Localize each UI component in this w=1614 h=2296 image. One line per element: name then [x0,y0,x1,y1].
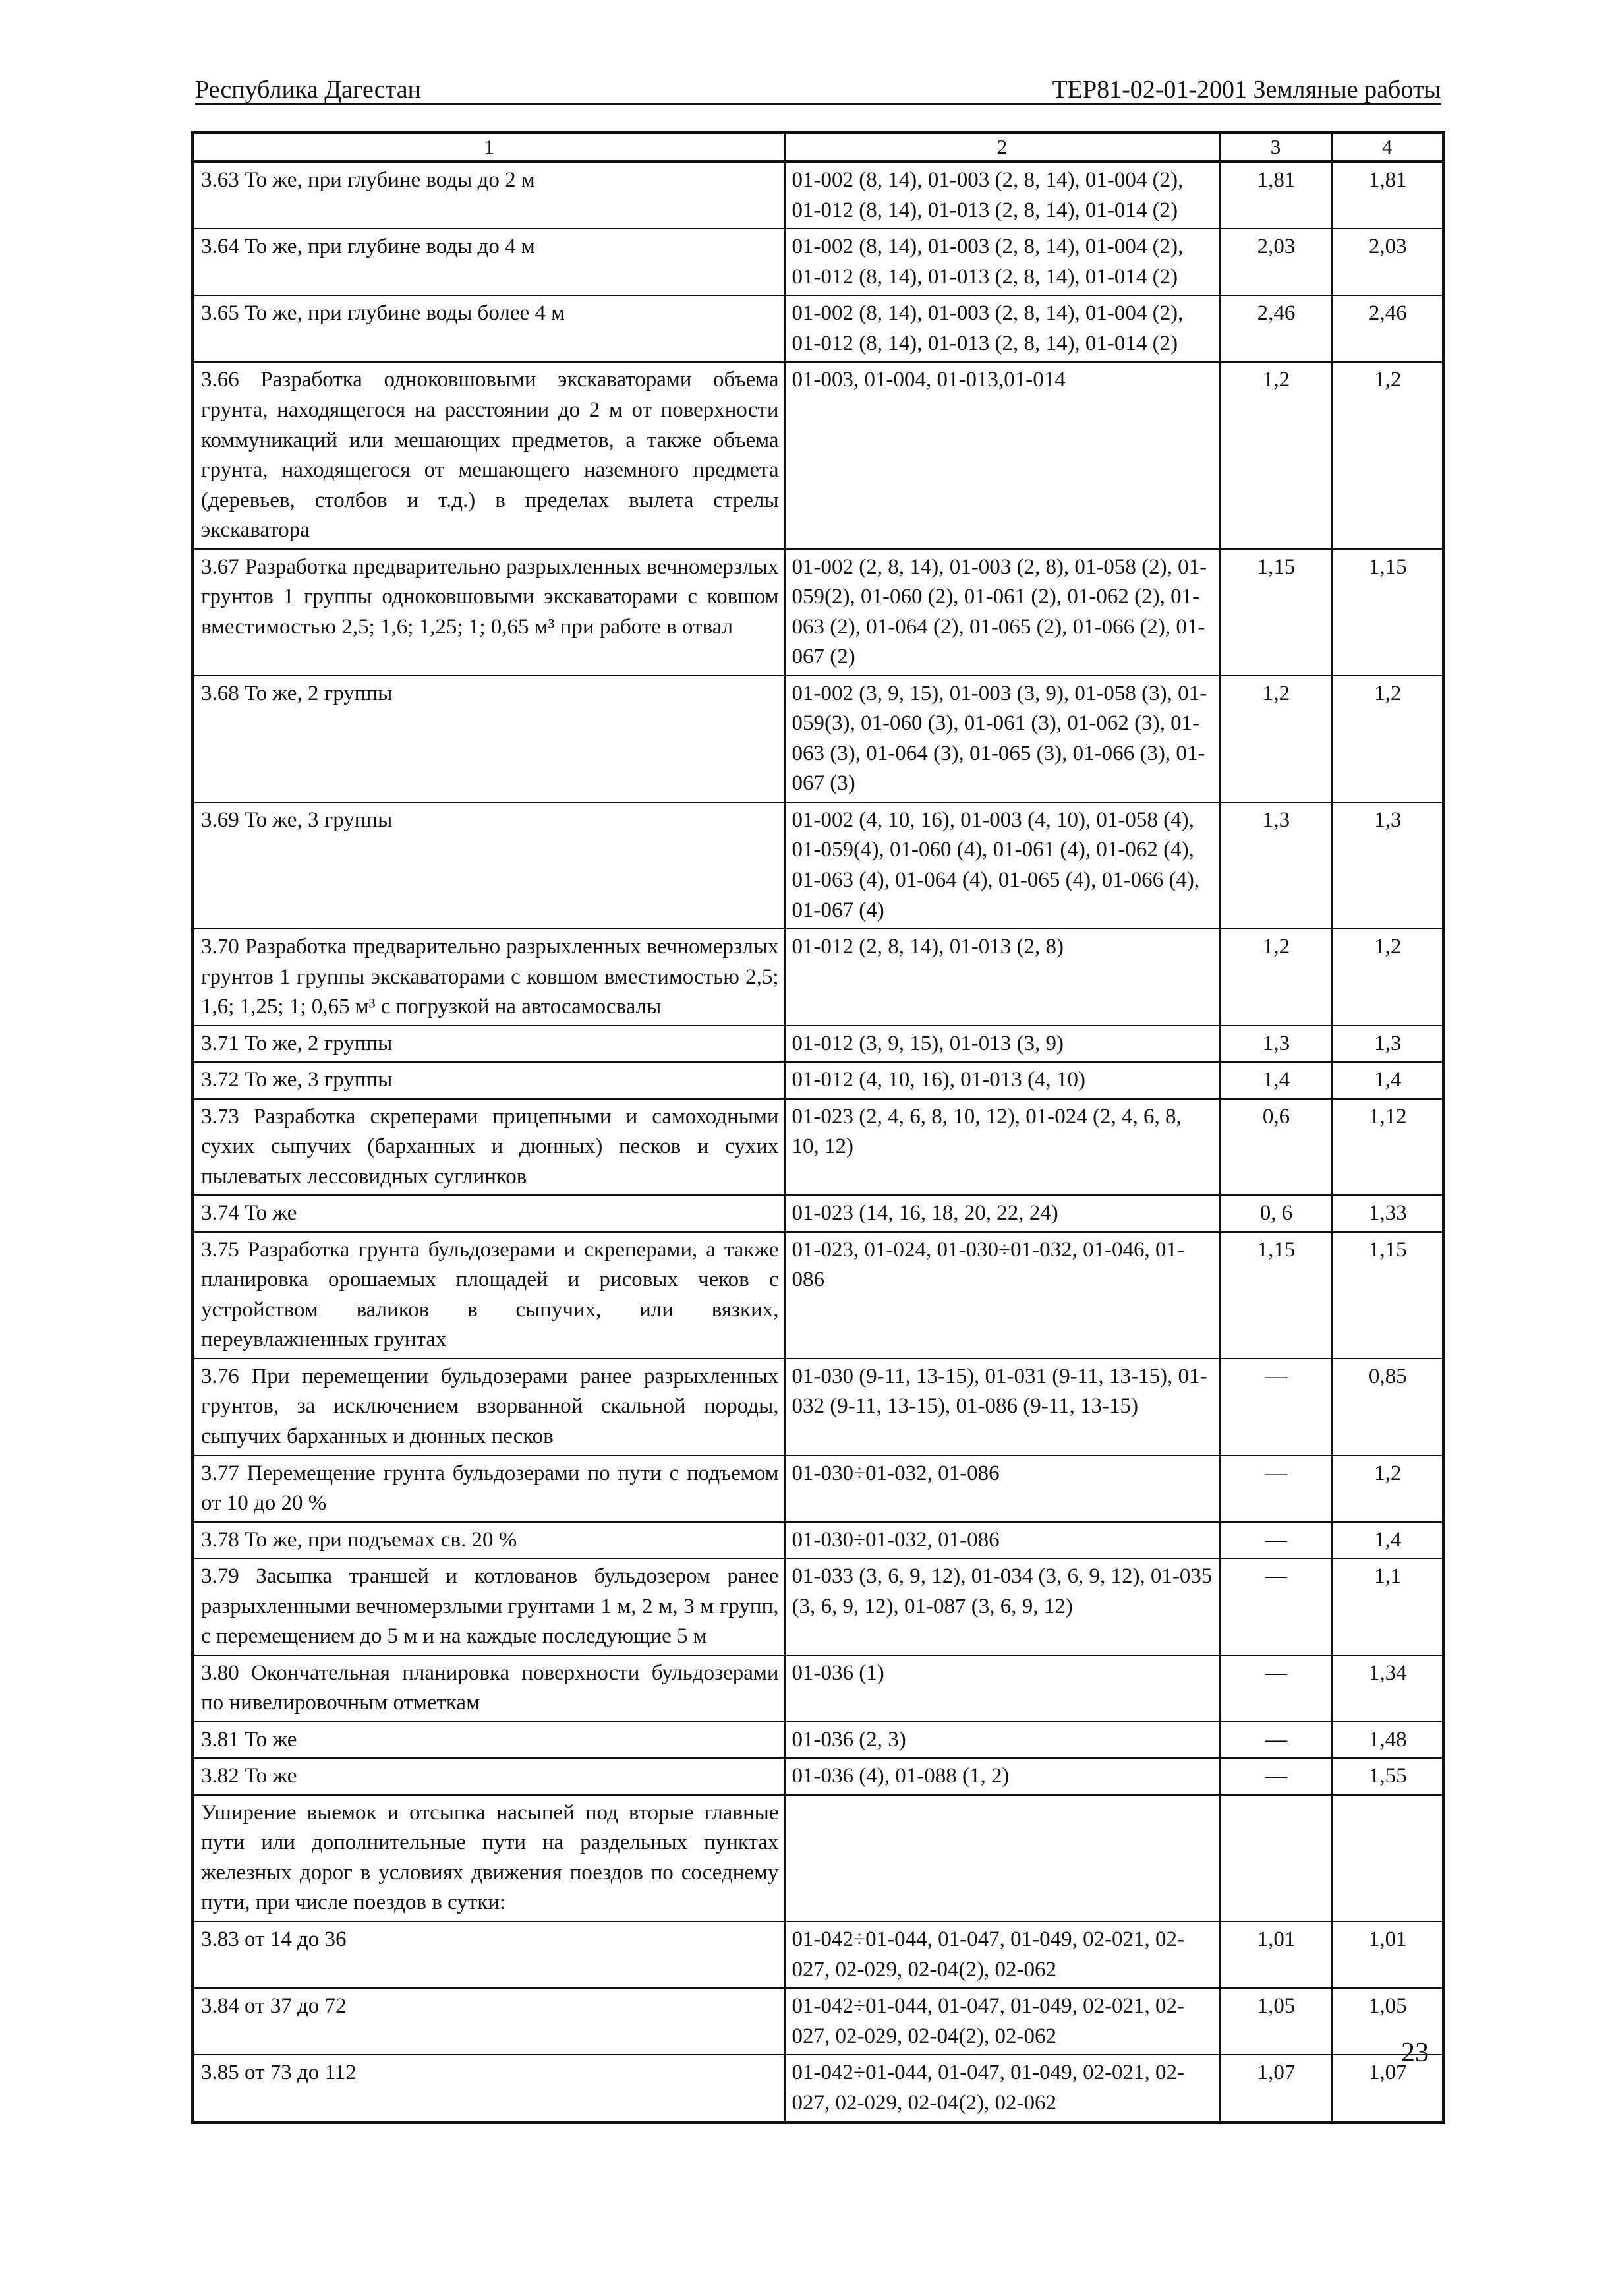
codes-cell: 01-030÷01-032, 01-086 [785,1522,1220,1559]
description-cell: 3.64 То же, при глубине воды до 4 м [193,229,785,295]
coefficient-cell-3: 1,2 [1220,929,1332,1026]
coefficient-cell-3: 1,05 [1220,1988,1332,2055]
coefficient-cell-3: — [1220,1522,1332,1559]
coefficient-cell-3: — [1220,1758,1332,1795]
codes-cell: 01-002 (4, 10, 16), 01-003 (4, 10), 01-058 (4), 01-059(4), 01-060 (4), 01-061 (4), 01-062 (4), 01-063 (4), 01-064 (4), 01-065 (4), 01-066 (4), 01-067 (4) [785,802,1220,929]
coefficient-cell-4: 1,2 [1332,929,1444,1026]
description-cell: 3.65 То же, при глубине воды более 4 м [193,295,785,362]
coefficient-cell-4: 1,2 [1332,362,1444,548]
table-row [193,1758,1444,1795]
table-row [193,1026,1444,1063]
coefficient-cell-4: 1,34 [1332,1655,1444,1722]
description-cell: 3.68 То же, 2 группы [193,676,785,802]
coefficient-cell-3: — [1220,1456,1332,1522]
table-row [193,1522,1444,1559]
column-header-2: 2 [785,132,1220,162]
codes-cell: 01-033 (3, 6, 9, 12), 01-034 (3, 6, 9, 12), 01-035 (3, 6, 9, 12), 01-087 (3, 6, 9, 12) [785,1558,1220,1655]
coefficient-cell-4: 2,46 [1332,295,1444,362]
coefficient-cell-3: 1,3 [1220,1026,1332,1063]
description-cell: 3.70 Разработка предварительно разрыхленных вечномерзлых грунтов 1 группы экскаваторами с ковшом вместимостью 2,5; 1,6; 1,25; 1; 0,65 м³ с погрузкой на автосамосвалы [193,929,785,1026]
header-region: Республика Дагестан [195,76,421,103]
page-number: 23 [1401,2038,1429,2068]
codes-cell: 01-002 (8, 14), 01-003 (2, 8, 14), 01-004 (2), 01-012 (8, 14), 01-013 (2, 8, 14), 01-014 (2) [785,162,1220,229]
table-body [193,162,1444,2122]
coefficient-cell-3: 1,07 [1220,2055,1332,2123]
description-cell: 3.77 Перемещение грунта бульдозерами по пути с подъемом от 10 до 20 % [193,1456,785,1522]
table-row [193,1988,1444,2055]
description-cell: 3.82 То же [193,1758,785,1795]
codes-cell: 01-036 (4), 01-088 (1, 2) [785,1758,1220,1795]
table-row [193,802,1444,929]
description-cell: 3.76 При перемещении бульдозерами ранее разрыхленных грунтов, за исключением взорванной скальной породы, сыпучих барханных и дюнных песков [193,1359,785,1456]
codes-cell: 01-030 (9-11, 13-15), 01-031 (9-11, 13-15), 01-032 (9-11, 13-15), 01-086 (9-11, 13-15) [785,1359,1220,1456]
description-cell: 3.74 То же [193,1195,785,1232]
coefficient-cell-3: 1,01 [1220,1922,1332,1988]
table-row [193,1195,1444,1232]
description-cell: Уширение выемок и отсыпка насыпей под вторые главные пути или дополнительные пути на раздельных пунктах железных дорог в условиях движения поездов по соседнему пути, при числе поездов в сутки: [193,1795,785,1922]
coefficient-cell-4: 1,15 [1332,549,1444,676]
coefficients-table [191,131,1445,2124]
coefficient-cell-3: 1,2 [1220,676,1332,802]
coefficient-cell-4: 1,15 [1332,1232,1444,1359]
table-header-row [193,132,1444,162]
description-cell: 3.66 Разработка одноковшовыми экскаваторами объема грунта, находящегося на расстоянии до 2 м от поверхности коммуникаций или мешающих предметов, а также объема грунта, находящегося от мешающего наземного предмета (деревьев, столбов и т.д.) в пределах вылета стрелы экскаватора [193,362,785,548]
table-row [193,1359,1444,1456]
table-row [193,929,1444,1026]
column-header-1: 1 [193,132,785,162]
coefficient-cell-3: 1,15 [1220,549,1332,676]
codes-cell: 01-042÷01-044, 01-047, 01-049, 02-021, 02-027, 02-029, 02-04(2), 02-062 [785,1922,1220,1988]
table-row [193,676,1444,802]
coefficient-cell-3: — [1220,1655,1332,1722]
table-row [193,549,1444,676]
coefficient-cell-4: 1,81 [1332,162,1444,229]
description-cell: 3.73 Разработка скреперами прицепными и самоходными сухих сыпучих (барханных и дюнных) песков и сухих пылеватых лессовидных суглинков [193,1099,785,1196]
coefficient-cell-4: 1,05 [1332,1988,1444,2055]
coefficient-cell-4: 1,07 [1332,2055,1444,2123]
codes-cell: 01-002 (2, 8, 14), 01-003 (2, 8), 01-058 (2), 01-059(2), 01-060 (2), 01-061 (2), 01-062 (2), 01-063 (2), 01-064 (2), 01-065 (2), 01-066 (2), 01-067 (2) [785,549,1220,676]
description-cell: 3.80 Окончательная планировка поверхности бульдозерами по нивелировочным отметкам [193,1655,785,1722]
coefficient-cell-4: 0,85 [1332,1359,1444,1456]
coefficient-cell-4: 1,48 [1332,1722,1444,1759]
coefficient-cell-3: — [1220,1558,1332,1655]
description-cell: 3.75 Разработка грунта бульдозерами и скреперами, а также планировка орошаемых площадей и рисовых чеков с устройством валиков в сыпучих, или вязких, переувлажненных грунтах [193,1232,785,1359]
coefficient-cell-4 [1332,1795,1444,1922]
table-row [193,1795,1444,1922]
codes-cell [785,1795,1220,1922]
coefficient-cell-4: 1,3 [1332,1026,1444,1063]
table-row [193,1062,1444,1099]
coefficient-cell-3: 1,2 [1220,362,1332,548]
coefficient-cell-3: 2,03 [1220,229,1332,295]
coefficient-cell-3: — [1220,1722,1332,1759]
description-cell: 3.84 от 37 до 72 [193,1988,785,2055]
description-cell: 3.63 То же, при глубине воды до 2 м [193,162,785,229]
coefficient-cell-3: 1,81 [1220,162,1332,229]
coefficient-cell-3: 0,6 [1220,1099,1332,1196]
coefficient-cell-4: 1,33 [1332,1195,1444,1232]
table-row [193,1922,1444,1988]
coefficient-cell-3 [1220,1795,1332,1922]
codes-cell: 01-042÷01-044, 01-047, 01-049, 02-021, 02-027, 02-029, 02-04(2), 02-062 [785,2055,1220,2123]
coefficient-cell-4: 1,2 [1332,676,1444,802]
description-cell: 3.81 То же [193,1722,785,1759]
codes-cell: 01-023 (2, 4, 6, 8, 10, 12), 01-024 (2, 4, 6, 8, 10, 12) [785,1099,1220,1196]
table-row [193,1558,1444,1655]
table-row [193,1456,1444,1522]
codes-cell: 01-002 (8, 14), 01-003 (2, 8, 14), 01-004 (2), 01-012 (8, 14), 01-013 (2, 8, 14), 01-014 (2) [785,295,1220,362]
codes-cell: 01-023, 01-024, 01-030÷01-032, 01-046, 01-086 [785,1232,1220,1359]
codes-cell: 01-012 (3, 9, 15), 01-013 (3, 9) [785,1026,1220,1063]
coefficient-cell-4: 1,01 [1332,1922,1444,1988]
table-row [193,162,1444,229]
description-cell: 3.83 от 14 до 36 [193,1922,785,1988]
coefficient-cell-4: 1,4 [1332,1062,1444,1099]
description-cell: 3.78 То же, при подъемах св. 20 % [193,1522,785,1559]
description-cell: 3.79 Засыпка траншей и котлованов бульдозером ранее разрыхленными вечномерзлыми грунтами 1 м, 2 м, 3 м групп, с перемещением до 5 м и на каждые последующие 5 м [193,1558,785,1655]
description-cell: 3.69 То же, 3 группы [193,802,785,929]
table-row [193,2055,1444,2123]
codes-cell: 01-002 (8, 14), 01-003 (2, 8, 14), 01-004 (2), 01-012 (8, 14), 01-013 (2, 8, 14), 01-014 (2) [785,229,1220,295]
coefficient-cell-3: 2,46 [1220,295,1332,362]
header-document-code: ТЕР81-02-01-2001 Земляные работы [1052,76,1441,103]
coefficient-cell-3: 1,4 [1220,1062,1332,1099]
table-row [193,1232,1444,1359]
coefficient-cell-4: 1,2 [1332,1456,1444,1522]
codes-cell: 01-012 (2, 8, 14), 01-013 (2, 8) [785,929,1220,1026]
coefficient-cell-3: 0, 6 [1220,1195,1332,1232]
coefficient-cell-3: 1,15 [1220,1232,1332,1359]
table-row [193,1722,1444,1759]
codes-cell: 01-012 (4, 10, 16), 01-013 (4, 10) [785,1062,1220,1099]
column-header-3: 3 [1220,132,1332,162]
table-row [193,295,1444,362]
codes-cell: 01-003, 01-004, 01-013,01-014 [785,362,1220,548]
codes-cell: 01-002 (3, 9, 15), 01-003 (3, 9), 01-058 (3), 01-059(3), 01-060 (3), 01-061 (3), 01-062 (3), 01-063 (3), 01-064 (3), 01-065 (3), 01-066 (3), 01-067 (3) [785,676,1220,802]
codes-cell: 01-030÷01-032, 01-086 [785,1456,1220,1522]
coefficient-cell-4: 1,3 [1332,802,1444,929]
description-cell: 3.85 от 73 до 112 [193,2055,785,2123]
description-cell: 3.67 Разработка предварительно разрыхленных вечномерзлых грунтов 1 группы одноковшовыми экскаваторами с ковшом вместимостью 2,5; 1,6; 1,25; 1; 0,65 м³ при работе в отвал [193,549,785,676]
codes-cell: 01-036 (2, 3) [785,1722,1220,1759]
table-row [193,1099,1444,1196]
coefficient-cell-3: 1,3 [1220,802,1332,929]
coefficient-cell-4: 1,4 [1332,1522,1444,1559]
coefficient-cell-4: 1,1 [1332,1558,1444,1655]
coefficient-cell-3: — [1220,1359,1332,1456]
table-row [193,362,1444,548]
column-header-4: 4 [1332,132,1444,162]
description-cell: 3.72 То же, 3 группы [193,1062,785,1099]
coefficient-cell-4: 1,55 [1332,1758,1444,1795]
table-row [193,1655,1444,1722]
description-cell: 3.71 То же, 2 группы [193,1026,785,1063]
codes-cell: 01-036 (1) [785,1655,1220,1722]
coefficient-cell-4: 1,12 [1332,1099,1444,1196]
table-row [193,229,1444,295]
page-header [195,70,1441,105]
codes-cell: 01-042÷01-044, 01-047, 01-049, 02-021, 02-027, 02-029, 02-04(2), 02-062 [785,1988,1220,2055]
coefficient-cell-4: 2,03 [1332,229,1444,295]
codes-cell: 01-023 (14, 16, 18, 20, 22, 24) [785,1195,1220,1232]
